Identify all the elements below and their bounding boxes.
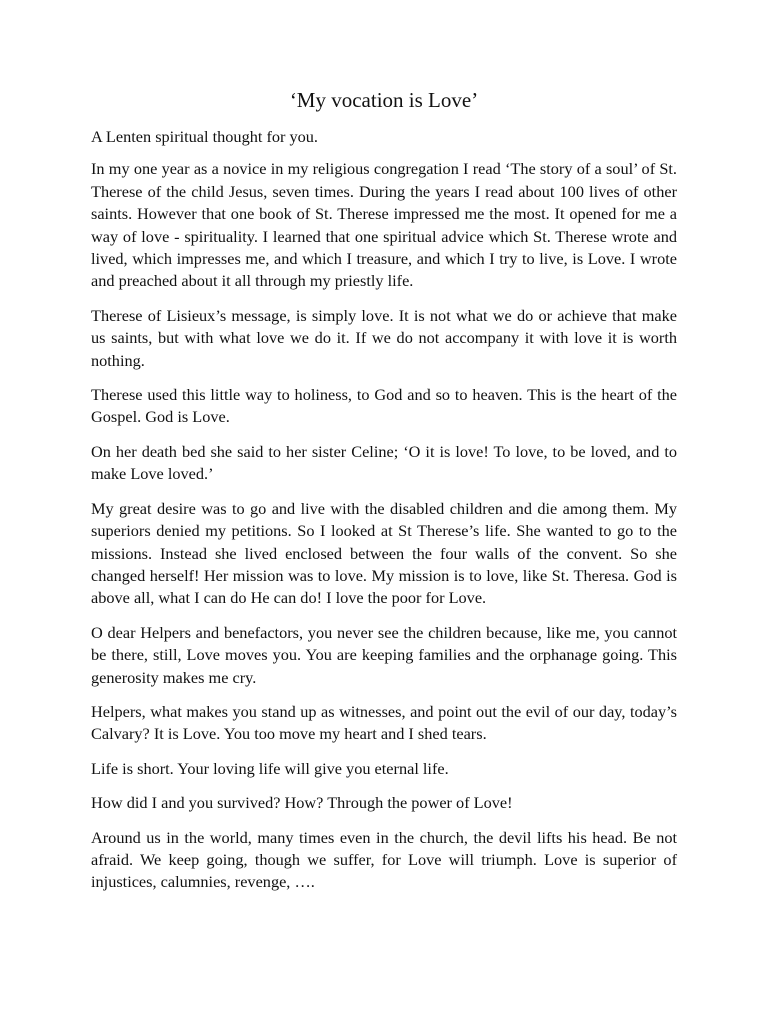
- document-body: [91, 126, 677, 906]
- paragraph-witnesses: Helpers, what makes you stand up as witnesses, and point out the evil of our day, today’s Calvary? It is Love. You too move my heart and I shed tears.: [91, 701, 677, 744]
- paragraph-therese-message: Therese of Lisieux’s message, is simply love. It is not what we do or achieve that make us saints, but with what love we do it. If we do not accompany it with love it is worth nothing.: [91, 305, 677, 370]
- paragraph-love-triumph: Around us in the world, many times even in the church, the devil lifts his head. Be not afraid. We keep going, though we suffer, for Love will triumph. Love is superior of injustices, calumnies, revenge, ….: [91, 827, 677, 892]
- paragraph-survived: How did I and you survived? How? Through the power of Love!: [91, 793, 513, 813]
- paragraph-novice-year: In my one year as a novice in my religious congregation I read ‘The story of a soul’ of St. Therese of the child Jesus, seven times. During the years I read about 100 lives of other saints. However that one book of St. Therese impressed me the most. It opened for me a way of love - spirituality. I learned that one spiritual advice which St. Therese wrote and lived, which impresses me, and which I treasure, and which I try to live, is Love. I wrote and preached about it all through my priestly life.: [91, 159, 677, 291]
- paragraph-death-bed: On her death bed she said to her sister Celine; ‘O it is love! To love, to be loved, and to make Love loved.’: [91, 441, 677, 484]
- paragraph-helpers-benefactors: O dear Helpers and benefactors, you never see the children because, like me, you cannot be there, still, Love moves you. You are keeping families and the orphanage going. This generosity makes me cry.: [91, 622, 677, 687]
- paragraph-great-desire: My great desire was to go and live with the disabled children and die among them. My superiors denied my petitions. So I looked at St Therese’s life. She wanted to go to the missions. Instead she lived enclosed between the four walls of the convent. So she changed herself! Her mission was to love. My mission is to love, like St. Theresa. God is above all, what I can do He can do! I love the poor for Love.: [91, 498, 677, 608]
- paragraph-life-is-short: Life is short. Your loving life will give you eternal life.: [91, 758, 449, 778]
- paragraph-little-way: Therese used this little way to holiness, to God and so to heaven. This is the heart of the Gospel. God is Love.: [91, 385, 677, 427]
- paragraph-intro: A Lenten spiritual thought for you.: [91, 127, 318, 146]
- page-title: ‘My vocation is Love’: [289, 88, 479, 112]
